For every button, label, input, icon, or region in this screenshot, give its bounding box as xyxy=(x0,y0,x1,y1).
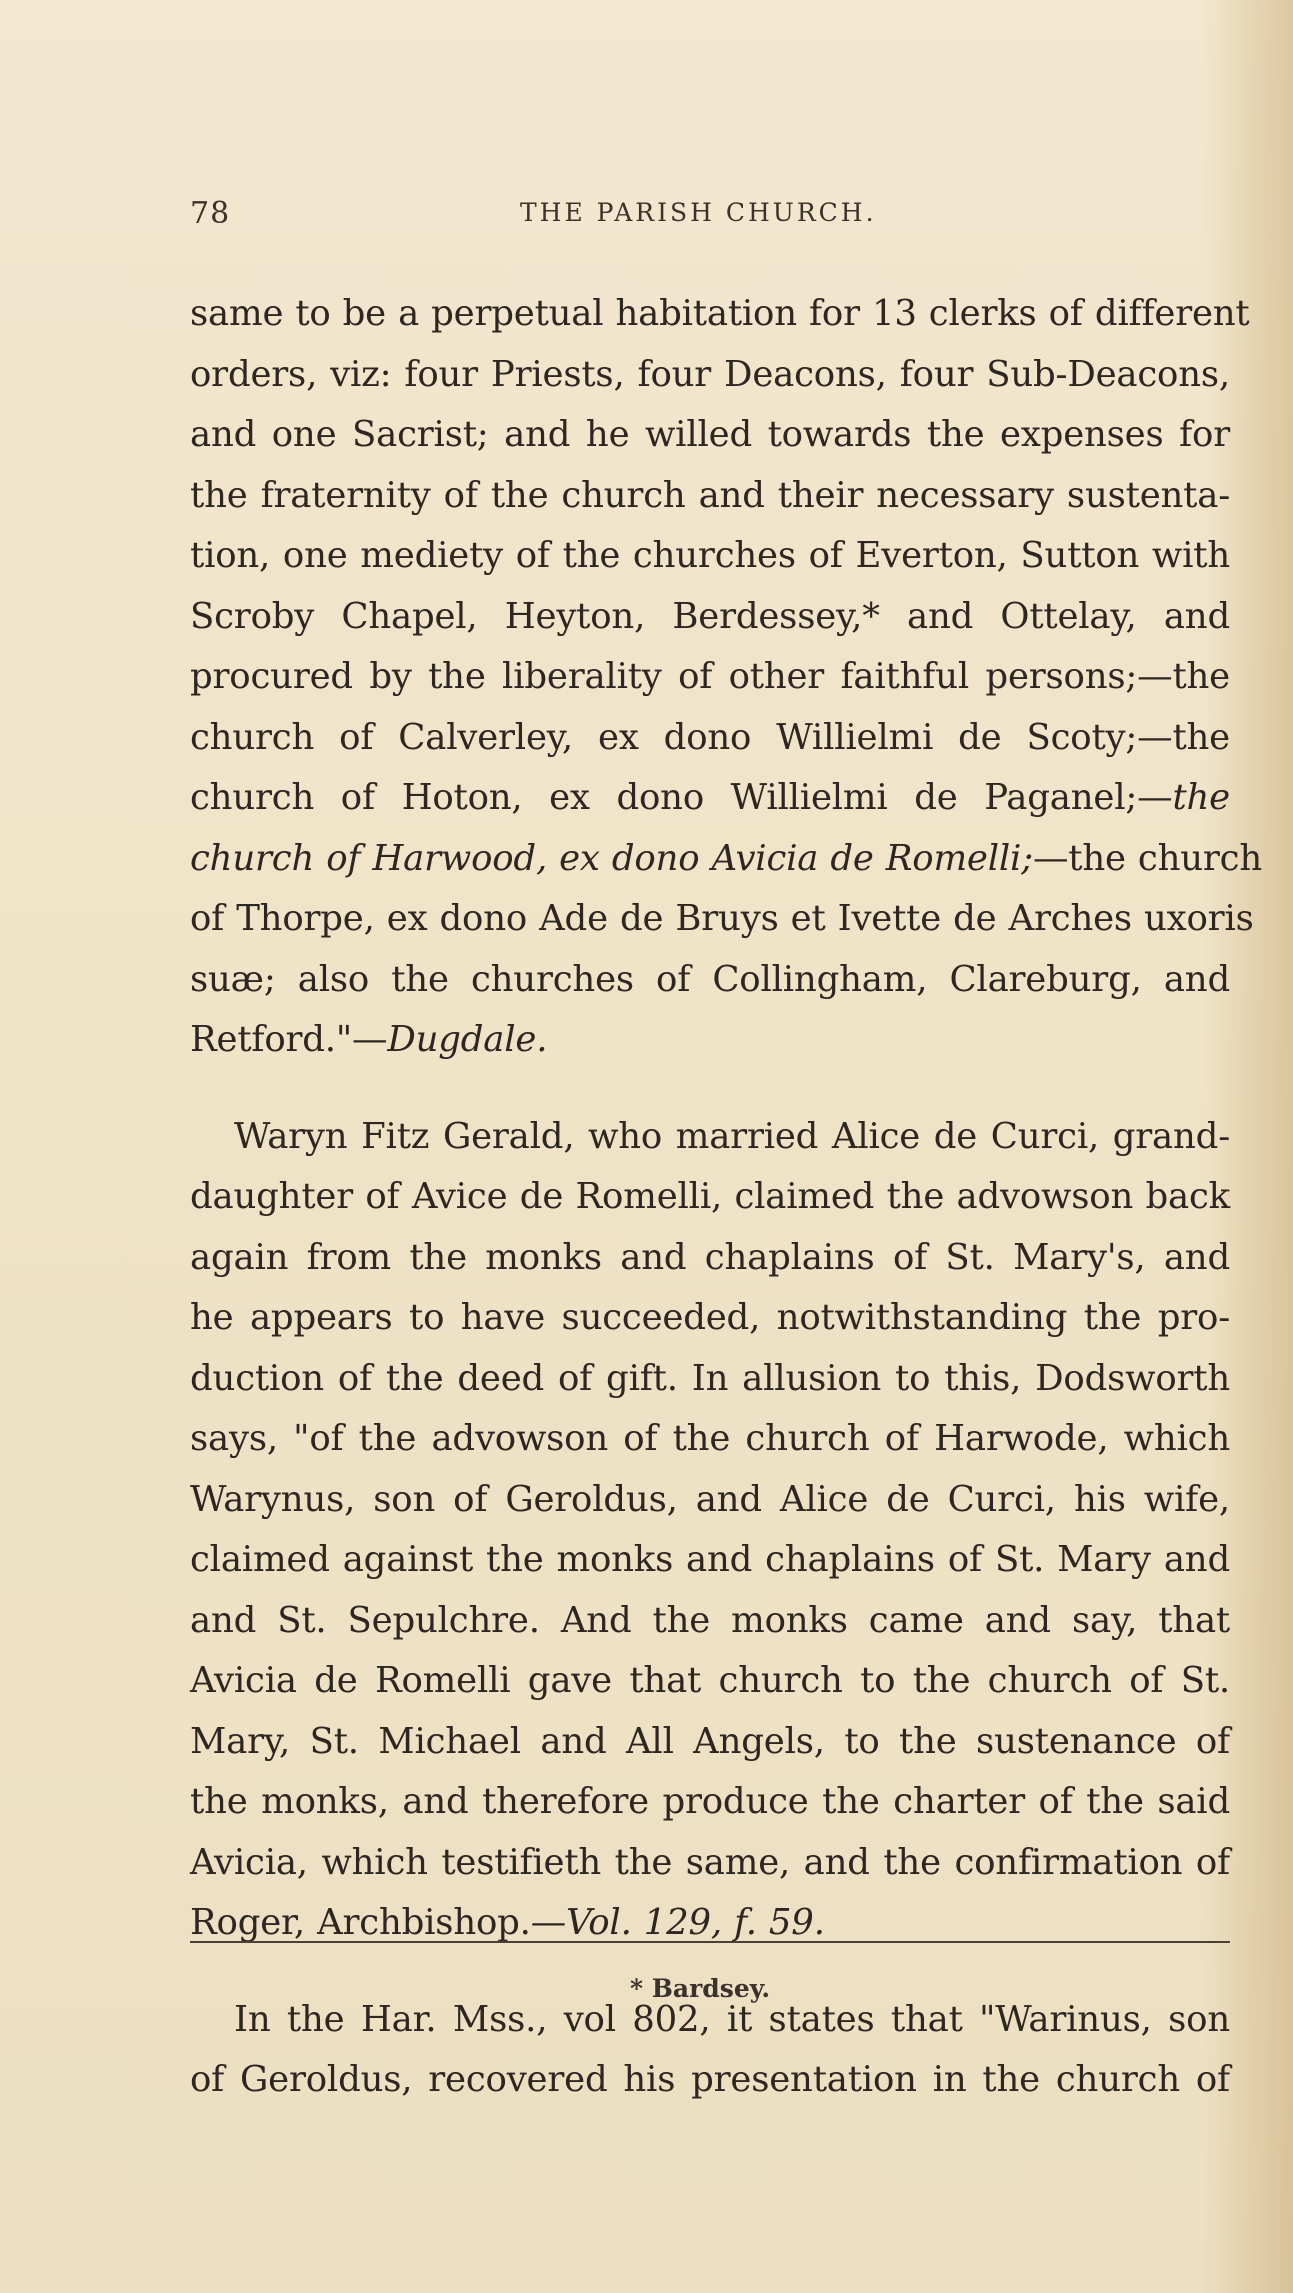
text-line: In the Har. Mss., vol 802, it states that "Warinus, son xyxy=(234,1998,1230,2040)
text-line: church of Calverley, ex dono Willielmi de Scoty;—the xyxy=(190,716,1230,758)
text-line: orders, viz: four Priests, four Deacons, four Sub-Deacons, xyxy=(190,353,1230,395)
text-line: the fraternity of the church and their necessary sustenta- xyxy=(190,474,1230,516)
text-line xyxy=(190,829,1263,890)
text-segment: Retford."— xyxy=(190,1019,388,1060)
text-segment: Roger, Archbishop.— xyxy=(190,1902,567,1943)
text-line xyxy=(190,1010,1230,1071)
text-line: tion, one mediety of the churches of Everton, Sutton with xyxy=(190,535,1230,576)
running-title: THE PARISH CHURCH. xyxy=(520,198,877,227)
text-line: Scroby Chapel, Heyton, Berdessey,* and Ottelay, and xyxy=(190,595,1230,637)
text-line: Avicia, which testifieth the same, and the confirmation of xyxy=(190,1841,1230,1883)
italic-segment: the xyxy=(1172,777,1230,818)
text-line xyxy=(190,1893,1230,1954)
text-line: duction of the deed of gift. In allusion to this, Dodsworth xyxy=(190,1357,1230,1399)
text-line: and one Sacrist; and he willed towards the expenses for xyxy=(190,414,1230,455)
text-line: Warynus, son of Geroldus, and Alice de Curci, his wife, xyxy=(190,1478,1230,1520)
text-line: Waryn Fitz Gerald, who married Alice de Curci, grand- xyxy=(234,1115,1230,1157)
text-segment: —the church xyxy=(1032,837,1263,879)
text-line: claimed against the monks and chaplains of St. Mary and xyxy=(190,1539,1230,1580)
body-text xyxy=(190,284,1263,2111)
running-head xyxy=(190,196,1180,236)
italic-segment: Vol. 129, f. 59. xyxy=(566,1902,825,1943)
text-line: of Thorpe, ex dono Ade de Bruys et Ivette de Arches uxoris xyxy=(190,898,1254,939)
text-line: Avicia de Romelli gave that church to the church of St. xyxy=(190,1660,1230,1701)
text-line: suæ; also the churches of Collingham, Clareburg, and xyxy=(190,958,1230,1000)
text-line: procured by the liberality of other faithful persons;—the xyxy=(190,656,1230,697)
text-segment: church of Hoton, ex dono Willielmi de Paganel;— xyxy=(190,777,1173,818)
text-line: again from the monks and chaplains of St. Mary's, and xyxy=(190,1236,1230,1278)
paragraph-1 xyxy=(190,284,1263,1071)
footnote-rule xyxy=(190,1941,1230,1943)
italic-segment: Dugdale. xyxy=(387,1019,548,1060)
paragraph-2 xyxy=(190,1107,1230,1954)
text-line: he appears to have succeeded, notwithstanding the pro- xyxy=(190,1297,1230,1338)
italic-segment: church of Harwood, ex dono Avicia de Romelli; xyxy=(190,837,1033,879)
text-line xyxy=(190,768,1230,829)
text-line: and St. Sepulchre. And the monks came and say, that xyxy=(190,1599,1230,1641)
text-line: Mary, St. Michael and All Angels, to the sustenance of xyxy=(190,1720,1230,1762)
text-line: the monks, and therefore produce the charter of the said xyxy=(190,1781,1230,1822)
text-line: of Geroldus, recovered his presentation in the church of xyxy=(190,2059,1230,2100)
text-line: same to be a perpetual habitation for 13 clerks of different xyxy=(190,293,1250,334)
page-number: 78 xyxy=(190,196,231,231)
text-line: says, "of the advowson of the church of Harwode, which xyxy=(190,1418,1230,1459)
footnote: * Bardsey. xyxy=(630,1974,771,2003)
text-line: daughter of Avice de Romelli, claimed the advowson back xyxy=(190,1176,1230,1217)
paragraph-3 xyxy=(190,1990,1230,2111)
